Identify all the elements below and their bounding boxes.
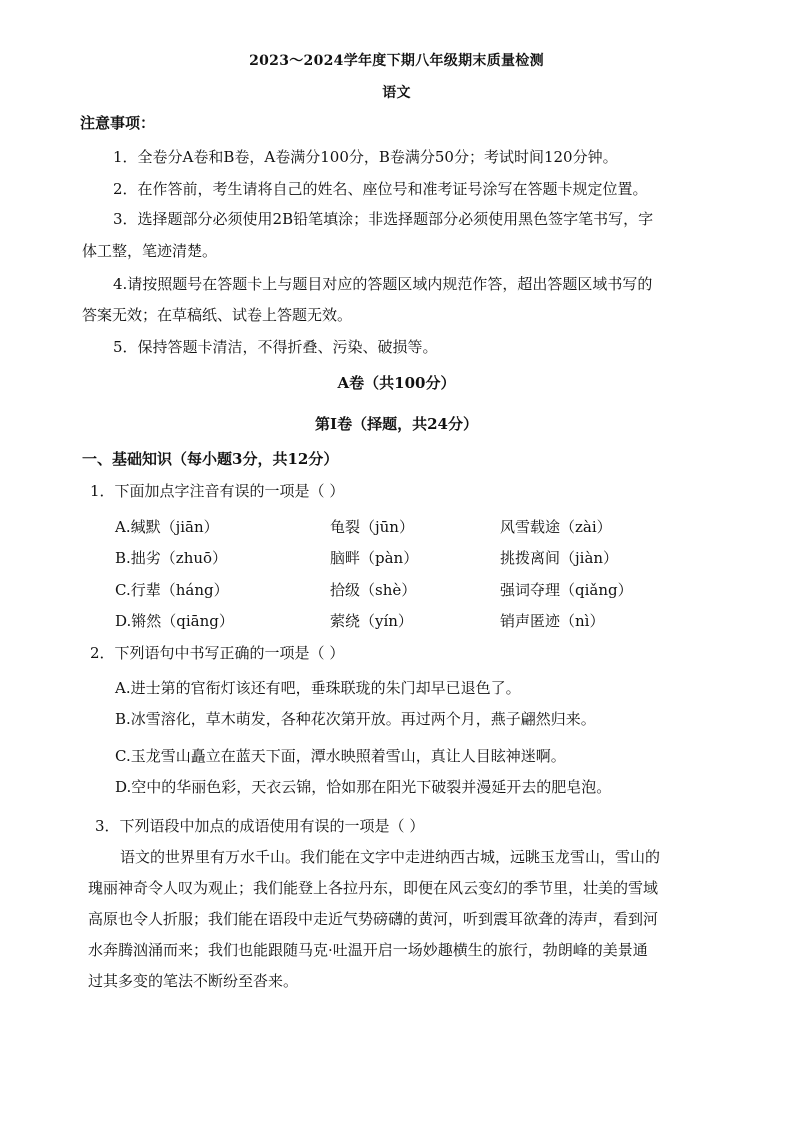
q1-option-c-1: C.行辈（háng） — [115, 581, 229, 599]
q2-option-d: D.空中的华丽色彩，天衣云锦，恰如那在阳光下破裂并漫延开去的肥皂泡。 — [115, 778, 612, 796]
q3-passage-line4: 水奔腾汹涌而来；我们也能跟随马克·吐温开启一场妙趣横生的旅行，勃朗峰的美景通 — [88, 941, 648, 959]
q2-stem: 2．下列语句中书写正确的一项是（ ） — [90, 644, 345, 662]
q3-passage-line5: 过其多变的笔法不断纷至沓来。 — [88, 972, 299, 990]
part-one-heading: 第Ⅰ卷（择题，共24分） — [315, 415, 478, 433]
q2-option-b: B.冰雪溶化，草木萌发，各种花次第开放。再过两个月，燕子翩然归来。 — [115, 710, 596, 728]
q3-passage-line3: 高原也令人折服；我们能在语段中走近气势磅礴的黄河，听到震耳欲聋的涛声，看到河 — [88, 910, 659, 928]
q3-passage-line2: 瑰丽神奇令人叹为观止；我们能登上各拉丹东，即便在风云变幻的季节里，壮美的雪域 — [88, 879, 659, 897]
notice-item-4-line1: 4.请按照题号在答题卡上与题目对应的答题区域内规范作答，超出答题区域书写的 — [113, 275, 653, 293]
q3-stem: 3．下列语段中加点的成语使用有误的一项是（ ） — [95, 817, 425, 835]
notice-item-5: 5．保持答题卡清洁，不得折叠、污染、破损等。 — [113, 338, 438, 356]
exam-title: 2023～2024学年度下期八年级期末质量检测 — [249, 53, 544, 69]
q1-stem: 1．下面加点字注音有误的一项是（ ） — [90, 482, 345, 500]
q1-option-b-3: 挑拨离间（jiàn） — [500, 549, 619, 567]
q2-option-a: A.进士第的官衔灯该还有吧，垂珠联珑的朱门却早已退色了。 — [115, 679, 521, 697]
q3-passage-line1: 语文的世界里有万水千山。我们能在文字中走进纳西古城，远眺玉龙雪山，雪山的 — [120, 848, 661, 866]
q1-option-b-1: B.拙劣（zhuō） — [115, 549, 228, 567]
q1-option-c-2: 拾级（shè） — [330, 581, 417, 599]
subject-title: 语文 — [382, 85, 411, 101]
basic-knowledge-heading: 一、基础知识（每小题3分，共12分） — [82, 450, 339, 468]
q1-option-a-2: 龟裂（jūn） — [330, 518, 414, 536]
a-volume-heading: A卷（共100分） — [337, 374, 456, 392]
q1-option-d-3: 销声匿迹（nì） — [500, 612, 605, 630]
notice-item-4-line2: 答案无效；在草稿纸、试卷上答题无效。 — [82, 306, 353, 324]
q1-option-d-1: D.锵然（qiāng） — [115, 612, 234, 630]
notice-item-1: 1．全卷分A卷和B卷，A卷满分100分，B卷满分50分；考试时间120分钟。 — [113, 148, 618, 166]
q1-option-d-2: 萦绕（yín） — [330, 612, 413, 630]
notice-heading: 注意事项： — [80, 114, 156, 132]
notice-item-2: 2．在作答前，考生请将自己的姓名、座位号和准考证号涂写在答题卡规定位置。 — [113, 180, 648, 198]
q1-option-b-2: 脑畔（pàn） — [330, 549, 419, 567]
q1-option-a-1: A.缄默（jiān） — [115, 518, 219, 536]
q2-option-c: C.玉龙雪山矗立在蓝天下面，潭水映照着雪山，真让人目眩神迷啊。 — [115, 747, 566, 765]
q1-option-c-3: 强词夺理（qiǎng） — [500, 581, 633, 599]
notice-item-3-line1: 3．选择题部分必须使用2B铅笔填涂；非选择题部分必须使用黑色签字笔书写，字 — [113, 210, 654, 228]
notice-item-3-line2: 体工整，笔迹清楚。 — [82, 242, 218, 260]
q1-option-a-3: 风雪载途（zài） — [500, 518, 612, 536]
